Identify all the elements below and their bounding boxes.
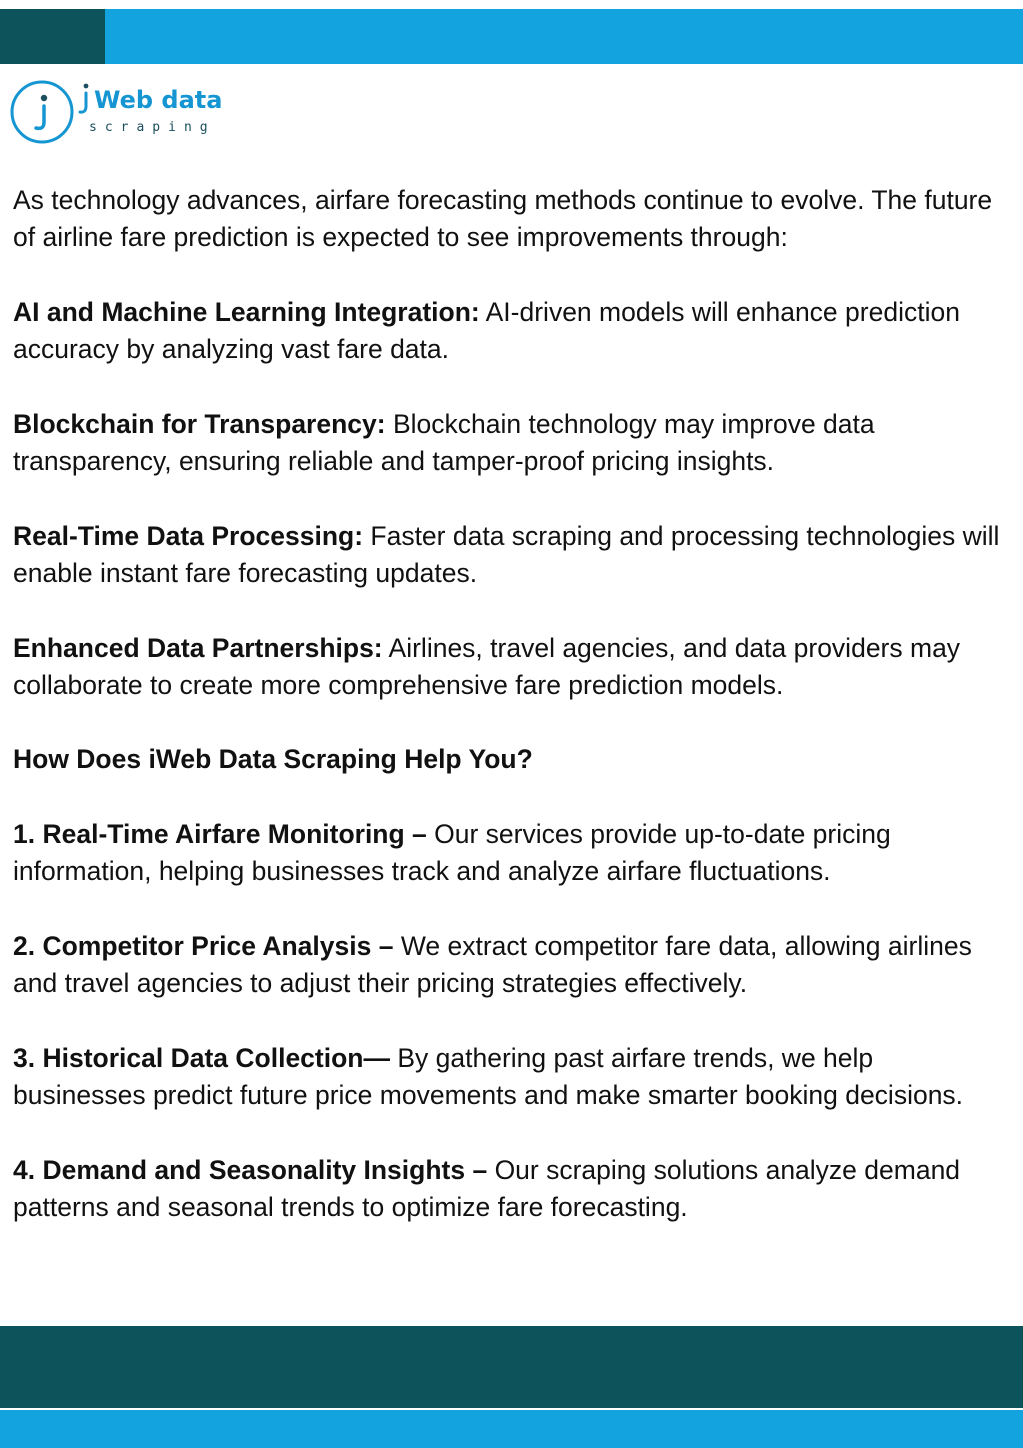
list-item: [13, 1040, 1013, 1115]
paragraph-heading: Blockchain for Transparency:: [13, 408, 386, 439]
paragraph: [13, 518, 1013, 593]
section-heading: [13, 741, 1013, 778]
list-item-text: Our services provide up-to-date pricing information, helping businesses track and analyze airfare fluctuations.: [13, 819, 891, 887]
list-item-heading: 1. Real-Time Airfare Monitoring –: [13, 819, 427, 850]
paragraph: [13, 630, 1013, 705]
logo-j-icon: [78, 82, 92, 116]
list-item-heading: 4. Demand and Seasonality Insights –: [13, 1154, 488, 1185]
list-item: [13, 1152, 1013, 1227]
list-item-text: We extract competitor fare data, allowing airlines and travel agencies to adjust their pricing strategies effectively.: [13, 930, 972, 999]
footer-band-accent: [0, 1410, 1023, 1448]
paragraph: [13, 294, 1013, 369]
footer-band: [0, 1326, 1023, 1408]
logo-circle-icon: [8, 78, 76, 146]
logo-tagline: scraping: [89, 120, 216, 135]
paragraph-text: As technology advances, airfare forecasting methods continue to evolve. The future of airline fare prediction is expected to see improvements through:: [13, 185, 993, 253]
paragraph-heading: How Does iWeb Data Scraping Help You?: [13, 744, 533, 775]
paragraph-text: Blockchain technology may improve data transparency, ensuring reliable and tamper-proof pricing insights.: [13, 408, 875, 477]
list-item-heading: 3. Historical Data Collection—: [13, 1042, 390, 1073]
list-item-text: Our scraping solutions analyze demand patterns and seasonal trends to optimize fare forecasting.: [13, 1154, 961, 1223]
paragraph-text: Faster data scraping and processing technologies will enable instant fare forecasting updates.: [13, 520, 1000, 588]
list-item: [13, 928, 1013, 1003]
list-item-text: By gathering past airfare trends, we help businesses predict future price movements and make smarter booking decisions.: [13, 1042, 964, 1111]
paragraph-text: AI-driven models will enhance prediction accuracy by analyzing vast fare data.: [13, 296, 960, 365]
document-body: [13, 182, 1013, 1264]
header-band: [0, 9, 1023, 64]
header-band-accent: [0, 9, 105, 64]
paragraph-text: Airlines, travel agencies, and data providers may collaborate to create more comprehensive fare prediction models.: [13, 632, 961, 700]
list-item: [13, 816, 1013, 891]
iweb-logo: [8, 78, 238, 148]
logo-wordmark: Web data: [94, 86, 223, 114]
list-item-heading: 2. Competitor Price Analysis –: [13, 930, 394, 961]
paragraph-heading: AI and Machine Learning Integration:: [13, 296, 480, 327]
paragraph: [13, 182, 1013, 257]
paragraph-heading: Real-Time Data Processing:: [13, 520, 364, 551]
paragraph-heading: Enhanced Data Partnerships:: [13, 632, 383, 663]
paragraph: [13, 406, 1013, 481]
